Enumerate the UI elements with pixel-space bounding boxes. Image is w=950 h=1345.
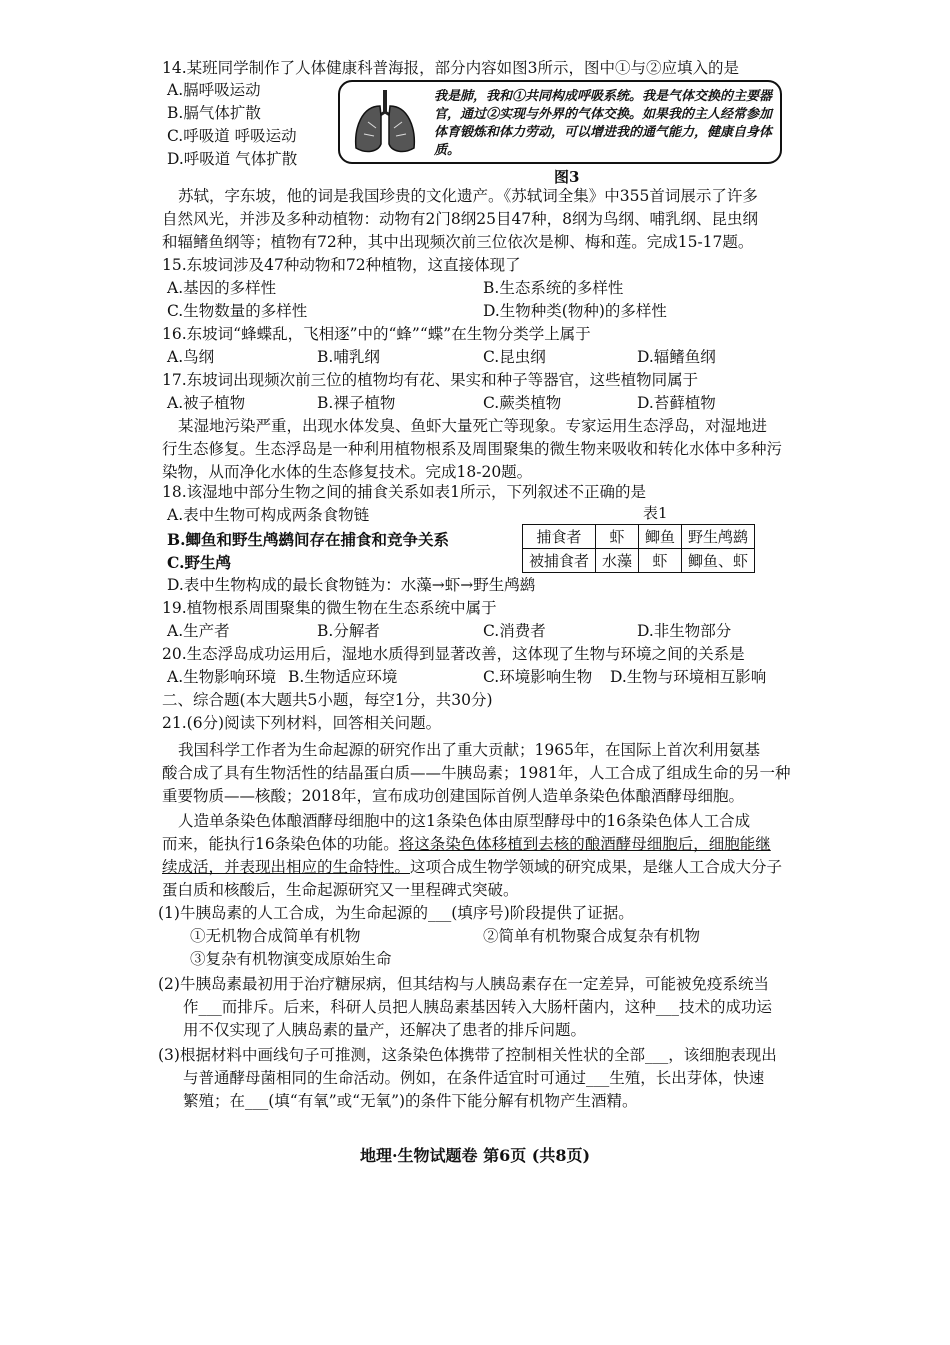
table-cell: 水藻	[596, 549, 639, 573]
q14-stem: 14.某班同学制作了人体健康科普海报，部分内容如图3所示，图中①与②应填入的是	[162, 59, 740, 77]
q19-option-a: A.生产者	[167, 622, 230, 640]
table-cell: 捕食者	[523, 525, 596, 549]
q21-sub3-line-2: 与普通酵母菌相同的生命活动。例如，在条件适宜时可通过___生殖，长出芽体，快速	[183, 1069, 765, 1087]
q15-option-b: B.生态系统的多样性	[483, 279, 624, 297]
q16-stem: 16.东坡词“蜂蝶乱，飞相逐”中的“蜂”“蝶”在生物分类学上属于	[162, 325, 591, 343]
q21-para2-line-3	[162, 856, 782, 878]
q15-stem: 15.东坡词涉及47种动物和72种植物，这直接体现了	[162, 256, 521, 274]
poster-text: 我是肺，我和①共同构成呼吸系统。我是气体交换的主要器官，通过②实现与外界的气体交换。如果我的主人经常参加体育锻炼和体力劳动，可以增进我的通气能力，健康自身体质。	[434, 89, 773, 158]
table-cell: 被捕食者	[523, 549, 596, 573]
q19-option-d: D.非生物部分	[637, 622, 732, 640]
q19-stem: 19.植物根系周围聚集的微生物在生态系统中属于	[162, 599, 497, 617]
lung-icon	[350, 88, 420, 156]
q20-option-a: A.生物影响环境	[167, 668, 277, 686]
q21-sub1: (1)牛胰岛素的人工合成，为生命起源的___(填序号)阶段提供了证据。	[158, 904, 634, 922]
q15-option-a: A.基因的多样性	[167, 279, 277, 297]
q21-para1-line-3: 重要物质——核酸；2018年，宣布成功创建国际首例人造单条染色体酿酒酵母细胞。	[162, 787, 744, 805]
q21-sub3-line-3: 繁殖；在___(填“有氧”或“无氧”)的条件下能分解有机物产生酒精。	[183, 1092, 638, 1110]
q19-option-b: B.分解者	[317, 622, 380, 640]
q21-para2-text: 而来，能执行16条染色体的功能。	[162, 835, 399, 853]
q14-option-a: A.膈呼吸运动	[167, 81, 261, 99]
q17-stem: 17.东坡词出现频次前三位的植物均有花、果实和种子等器官，这些植物同属于	[162, 371, 699, 389]
section-2-heading: 二、综合题(本大题共5小题，每空1分，共30分)	[162, 691, 493, 709]
q21-para1-line-1: 我国科学工作者为生命起源的研究作出了重大贡献；1965年，在国际上首次利用氨基	[178, 741, 760, 759]
q21-sub2-line-1: (2)牛胰岛素最初用于治疗糖尿病，但其结构与人胰岛素存在一定差异，可能被免疫系统当	[158, 975, 769, 993]
table-cell: 鲫鱼	[639, 525, 682, 549]
q16-option-a: A.鸟纲	[167, 348, 215, 366]
q17-option-d: D.苔藓植物	[637, 394, 716, 412]
q21-para2-line-2	[162, 833, 771, 855]
q21-sub3-line-1: (3)根据材料中画线句子可推测，这条染色体携带了控制相关性状的全部___，该细胞表现出	[158, 1046, 777, 1064]
q21-para1-line-2: 酸合成了具有生物活性的结晶蛋白质——牛胰岛素；1981年，人工合成了组成生命的另一种	[162, 764, 791, 782]
q20-stem: 20.生态浮岛成功运用后，湿地水质得到显著改善，这体现了生物与环境之间的关系是	[162, 645, 745, 663]
q19-option-c: C.消费者	[483, 622, 546, 640]
q16-option-b: B.哺乳纲	[317, 348, 380, 366]
passage2-line-2: 行生态修复。生态浮岛是一种利用植物根系及周围聚集的微生物来吸收和转化水体中多种污	[162, 440, 783, 458]
q17-option-a: A.被子植物	[167, 394, 246, 412]
predation-table	[522, 524, 755, 573]
q17-option-c: C.蕨类植物	[483, 394, 562, 412]
table-cell: 虾	[596, 525, 639, 549]
q21-para2-line-1: 人造单条染色体酿酒酵母细胞中的这1条染色体由原型酵母中的16条染色体人工合成	[178, 812, 751, 830]
q21-para2-text: 这项合成生物学领域的研究成果，是继人工合成大分子	[410, 858, 783, 876]
q18-stem: 18.该湿地中部分生物之间的捕食关系如表1所示，下列叙述不正确的是	[162, 483, 647, 501]
q20-option-b: B.生物适应环境	[288, 668, 398, 686]
passage2-line-1: 某湿地污染严重，出现水体发臭、鱼虾大量死亡等现象。专家运用生态浮岛，对湿地进	[178, 417, 768, 435]
figure-caption: 图3	[554, 168, 580, 186]
table-row	[523, 525, 755, 549]
q20-option-c: C.环境影响生物	[483, 668, 593, 686]
q21-para2-line-4: 蛋白质和核酸后，生命起源研究又一里程碑式突破。	[162, 881, 519, 899]
underlined-sentence: 将这条染色体移植到去核的酿酒酵母细胞后，细胞能继	[398, 835, 771, 853]
passage1-line-2: 自然风光，并涉及多种动植物：动物有2门8纲25目47种，8纲为鸟纲、哺乳纲、昆虫纲	[162, 210, 759, 228]
page-footer: 地理·生物试题卷 第6页 (共8页)	[359, 1146, 591, 1165]
q21-sub1-option-1: ①无机物合成简单有机物	[190, 927, 361, 945]
q21-sub2-line-3: 用不仅实现了人胰岛素的量产，还解决了患者的排斥问题。	[183, 1021, 587, 1039]
q21-sub2-line-2: 作___而排斥。后来，科研人员把人胰岛素基因转入大肠杆菌内，这种___技术的成功运	[183, 998, 773, 1016]
q21-stem: 21.(6分)阅读下列材料，回答相关问题。	[162, 714, 442, 732]
table-cell: 虾	[639, 549, 682, 573]
table-row	[523, 549, 755, 573]
health-poster-figure	[338, 80, 782, 164]
q16-option-c: C.昆虫纲	[483, 348, 546, 366]
q18-option-a: A.表中生物可构成两条食物链	[167, 506, 370, 524]
underlined-sentence: 续成活，并表现出相应的生命特性。	[162, 858, 411, 876]
q15-option-c: C.生物数量的多样性	[167, 302, 308, 320]
table-cell: 野生鸬鹚	[682, 525, 755, 549]
q21-sub1-option-2: ②简单有机物聚合成复杂有机物	[483, 927, 701, 945]
q14-option-b: B.膈气体扩散	[167, 104, 261, 122]
q18-option-d: D.表中生物构成的最长食物链为：水藻→虾→野生鸬鹚	[167, 576, 536, 594]
q14-option-c: C.呼吸道 呼吸运动	[167, 127, 297, 145]
q21-sub1-option-3: ③复杂有机物演变成原始生命	[190, 950, 392, 968]
q18-option-b: B.鲫鱼和野生鸬鹚间存在捕食和竞争关系	[167, 530, 449, 549]
passage1-line-1: 苏轼，字东坡，他的词是我国珍贵的文化遗产。《苏轼词全集》中355首词展示了许多	[178, 187, 758, 205]
passage2-line-3: 染物，从而净化水体的生态修复技术。完成18-20题。	[162, 463, 533, 481]
q15-option-d: D.生物种类(物种)的多样性	[483, 302, 667, 320]
q14-option-d: D.呼吸道 气体扩散	[167, 150, 298, 168]
table-cell: 鲫鱼、虾	[682, 549, 755, 573]
table-title: 表1	[643, 504, 668, 522]
passage1-line-3: 和辐鳍鱼纲等；植物有72种，其中出现频次前三位依次是柳、梅和莲。完成15-17题。	[162, 233, 754, 251]
q17-option-b: B.裸子植物	[317, 394, 396, 412]
q20-option-d: D.生物与环境相互影响	[610, 668, 767, 686]
q18-option-c: C.野生鸬	[167, 553, 231, 572]
q16-option-d: D.辐鳍鱼纲	[637, 348, 716, 366]
